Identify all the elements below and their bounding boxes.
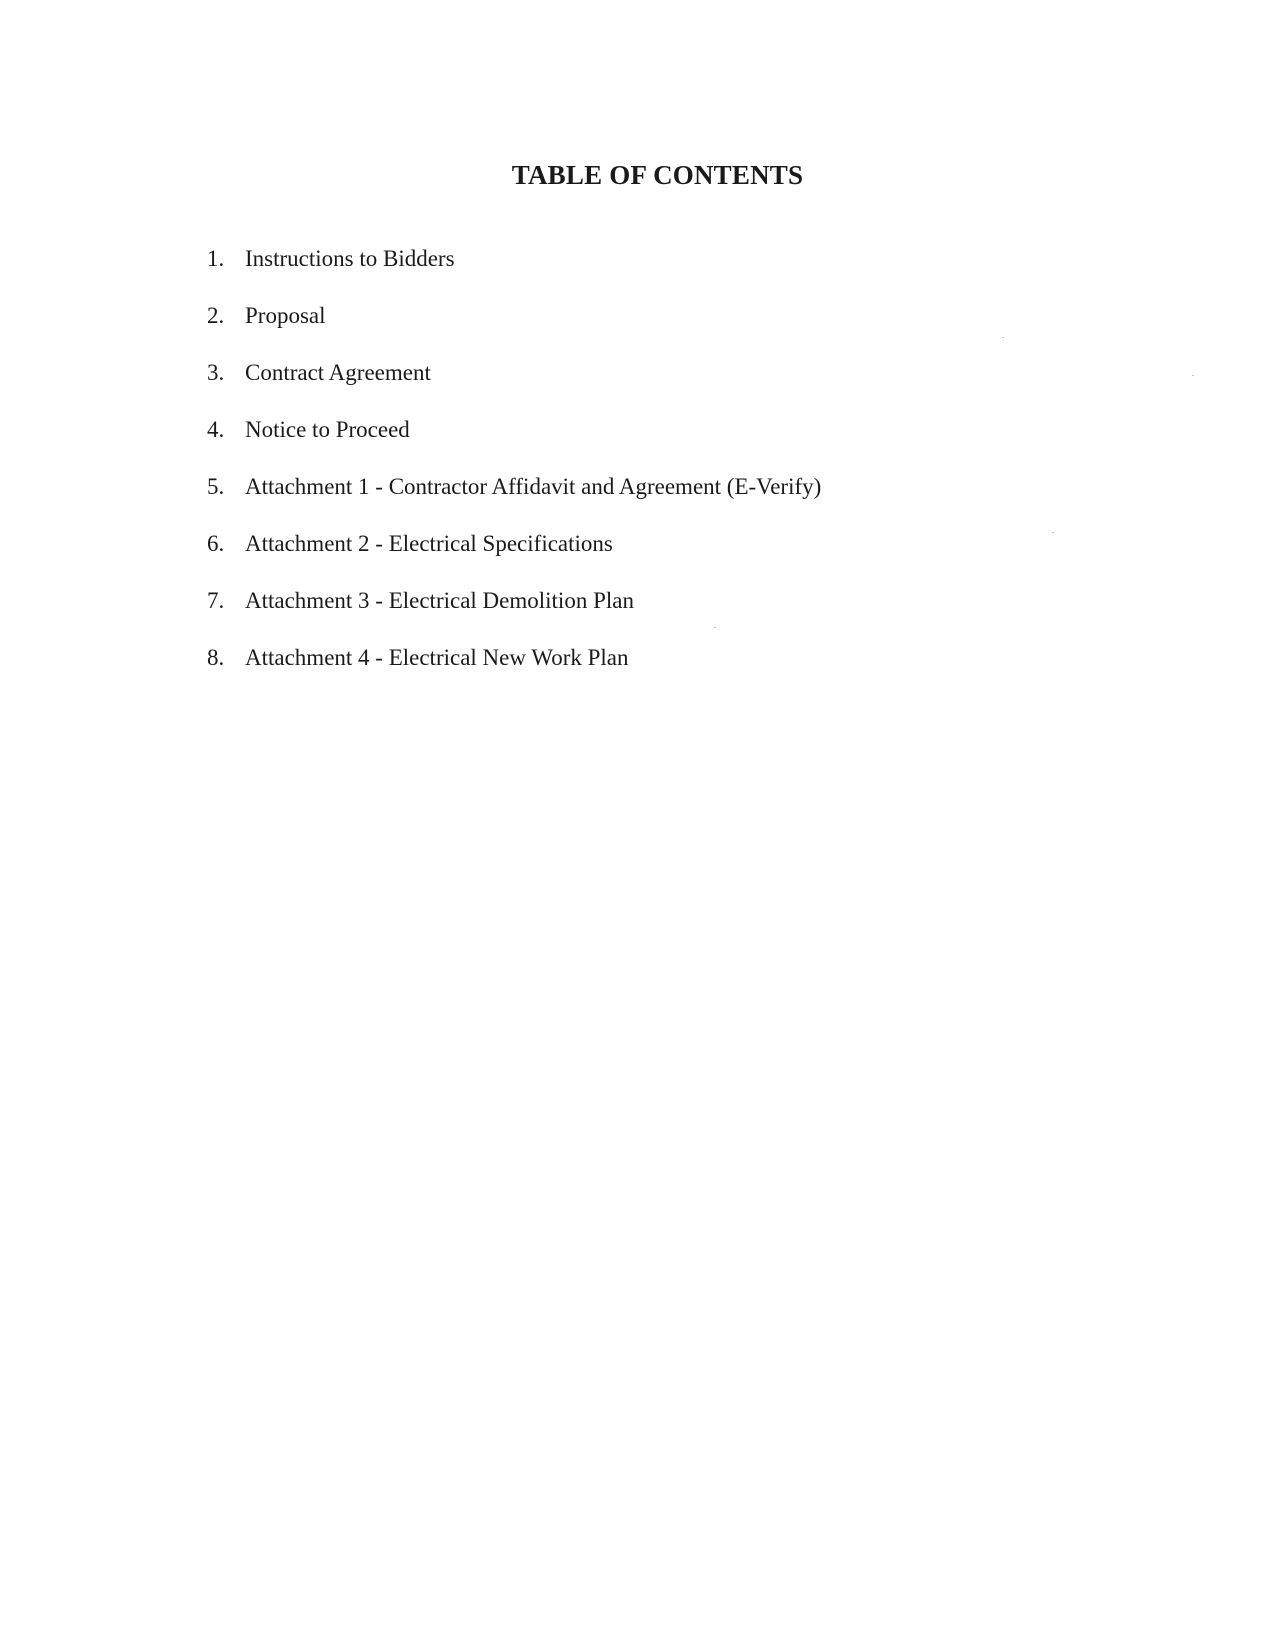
- toc-item-number: 1.: [207, 246, 225, 271]
- toc-item: [207, 645, 821, 702]
- toc-item-number: 5.: [207, 474, 225, 499]
- page-title: TABLE OF CONTENTS: [511, 160, 804, 190]
- toc-item-number: 6.: [207, 531, 225, 556]
- scan-speck: [1192, 375, 1194, 376]
- toc-item-text: Instructions to Bidders: [245, 246, 455, 271]
- toc-item: [207, 246, 821, 303]
- toc-item: [207, 303, 821, 360]
- toc-item-number: 8.: [207, 645, 225, 670]
- toc-item-text: Attachment 3 - Electrical Demolition Plan: [245, 588, 634, 613]
- scan-speck: [714, 627, 716, 628]
- toc-item-text: Proposal: [245, 303, 326, 328]
- toc-item-number: 7.: [207, 588, 225, 613]
- toc-item: [207, 531, 821, 588]
- table-of-contents-list: [207, 246, 821, 702]
- toc-item-text: Contract Agreement: [245, 360, 431, 385]
- toc-item: [207, 588, 821, 645]
- toc-item-number: 3.: [207, 360, 225, 385]
- toc-item: [207, 360, 821, 417]
- toc-item: [207, 417, 821, 474]
- toc-item-text: Attachment 1 - Contractor Affidavit and Agreement (E-Verify): [245, 474, 822, 499]
- toc-item-text: Attachment 4 - Electrical New Work Plan: [245, 645, 629, 670]
- toc-item: [207, 474, 821, 531]
- toc-item-text: Attachment 2 - Electrical Specifications: [245, 531, 613, 556]
- toc-item-text: Notice to Proceed: [245, 417, 410, 442]
- toc-item-number: 4.: [207, 417, 225, 442]
- toc-item-number: 2.: [207, 303, 225, 328]
- scan-speck: [1002, 337, 1004, 338]
- scan-speck: [1052, 532, 1054, 533]
